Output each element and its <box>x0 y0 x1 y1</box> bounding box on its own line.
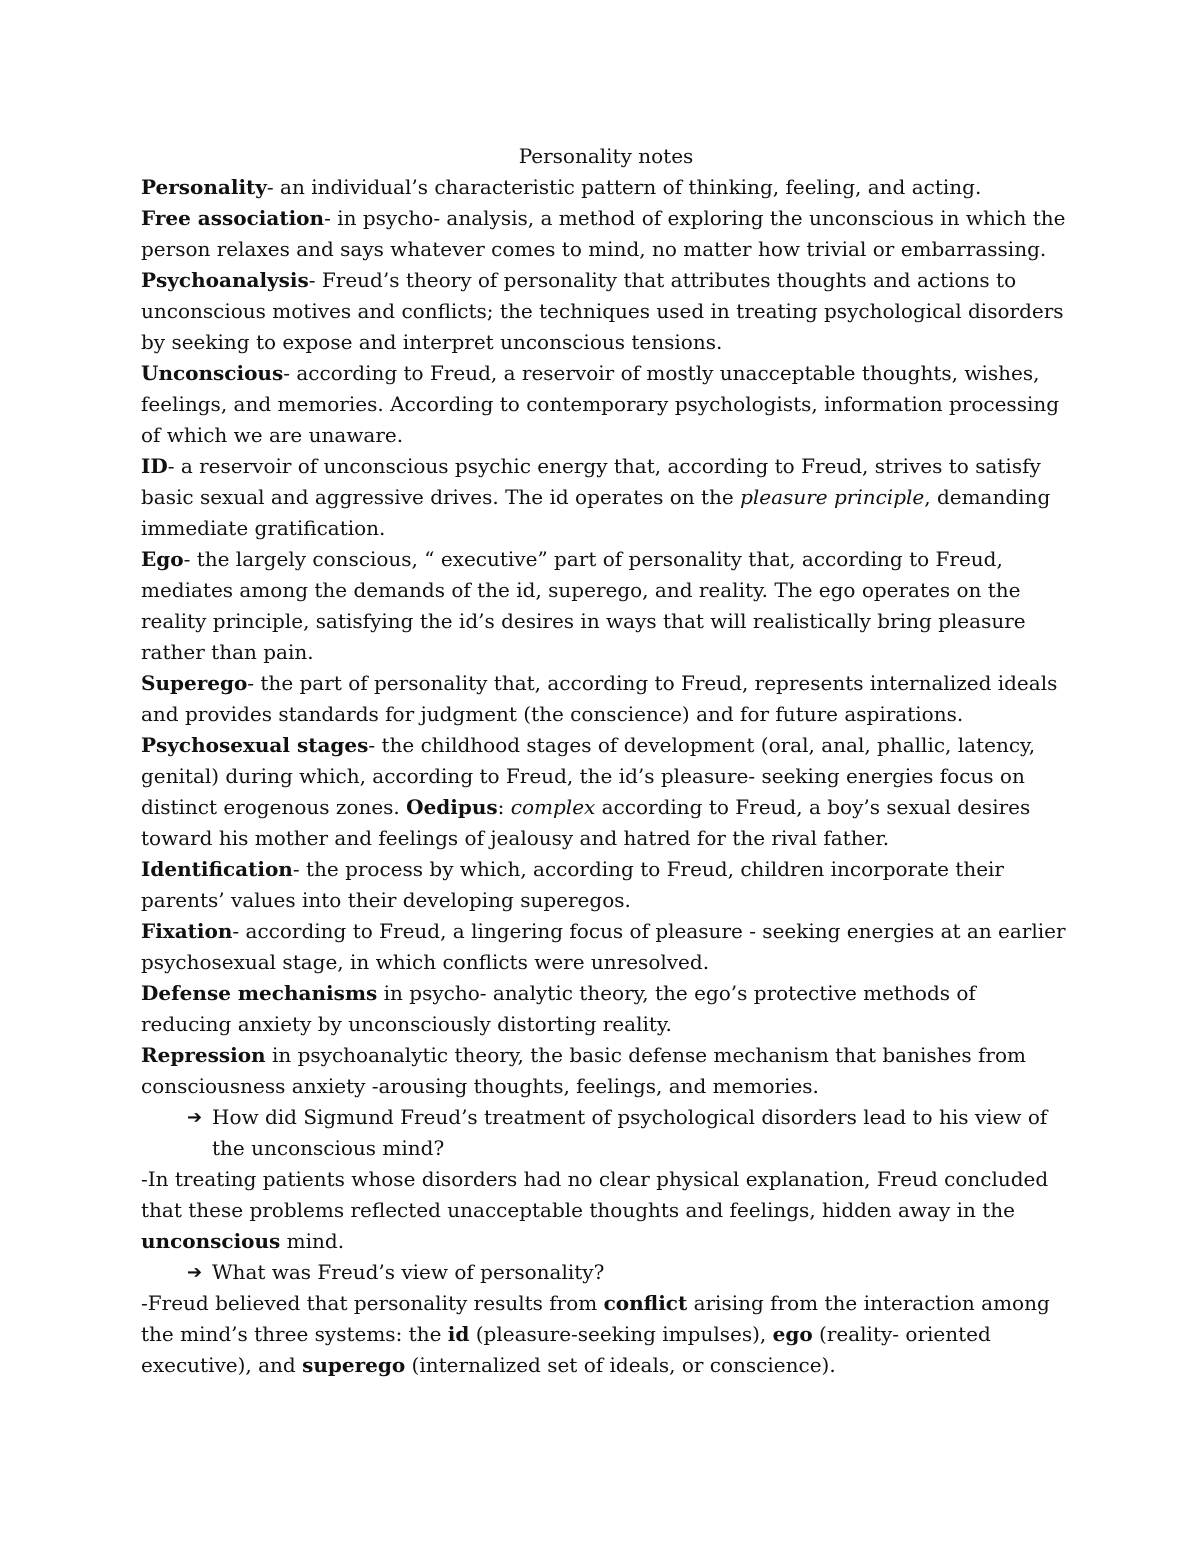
answer-2 <box>141 1288 1071 1381</box>
term: Personality <box>141 175 267 199</box>
question-text: What was Freud’s view of personality? <box>212 1260 605 1284</box>
definition-personality <box>141 172 1071 203</box>
definition-psychosexual-stages <box>141 730 1071 854</box>
definition-text-after: , demanding immediate gratification. <box>141 485 1051 540</box>
italic-phrase: pleasure principle <box>740 485 925 509</box>
answer-text: arising from the interaction among the mind’s three systems: the <box>141 1291 1050 1346</box>
arrow-right-icon: ➔ <box>187 1262 203 1283</box>
definition-text: in psychoanalytic theory, the basic defense mechanism that banishes from consciousness anxiety -arousing thoughts, feelings, and memories. <box>141 1043 1026 1098</box>
term-oedipus: Oedipus <box>406 795 498 819</box>
definition-text: - the childhood stages of development (oral, anal, phallic, latency, genital) during which, according to Freud, the id’s pleasure- seeking energies focus on distinct erogenous zones. <box>141 733 1036 819</box>
answer-text: (pleasure-seeking impulses), <box>469 1322 773 1346</box>
definition-text: in psycho- analytic theory, the ego’s protective methods of reducing anxiety by unconsciously distorting reality. <box>141 981 976 1036</box>
answer-bold-term: unconscious <box>141 1229 281 1253</box>
term: Free association <box>141 206 325 230</box>
term: Defense mechanisms <box>141 981 378 1005</box>
definition-id <box>141 451 1071 544</box>
arrow-right-icon: ➔ <box>187 1107 203 1128</box>
answer-bold-superego: superego <box>302 1353 406 1377</box>
colon: : <box>497 795 511 819</box>
answer-text: -In treating patients whose disorders had no clear physical explanation, Freud concluded that these problems reflected unacceptable thoughts and feelings, hidden away in the <box>141 1167 1049 1222</box>
definition-free-association <box>141 203 1071 265</box>
definition-text: - according to Freud, a lingering focus of pleasure - seeking energies at an earlier psychosexual stage, in which conflicts were unresolved. <box>141 919 1066 974</box>
answer-1 <box>141 1164 1071 1257</box>
term: Repression <box>141 1043 266 1067</box>
definition-text: - the process by which, according to Freud, children incorporate their parents’ values into their developing superegos. <box>141 857 1004 912</box>
definition-defense-mechanisms <box>141 978 1071 1040</box>
term: ID <box>141 454 168 478</box>
answer-text: -Freud believed that personality results from <box>141 1291 604 1315</box>
definition-repression <box>141 1040 1071 1102</box>
answer-bold-id: id <box>447 1322 470 1346</box>
definition-psychoanalysis <box>141 265 1071 358</box>
definition-ego <box>141 544 1071 668</box>
definition-fixation <box>141 916 1071 978</box>
answer-bold-ego: ego <box>772 1322 813 1346</box>
definition-superego <box>141 668 1071 730</box>
answer-text: (internalized set of ideals, or conscience). <box>405 1353 836 1377</box>
definition-text: - a reservoir of unconscious psychic energy that, according to Freud, strives to satisfy basic sexual and aggressive drives. The id operates on the <box>141 454 1041 509</box>
definition-text: - an individual’s characteristic pattern of thinking, feeling, and acting. <box>266 175 982 199</box>
italic-phrase: complex <box>510 795 596 819</box>
answer-text-after: mind. <box>280 1229 345 1253</box>
document-body <box>141 141 1071 1381</box>
document-title: Personality notes <box>518 144 694 168</box>
definition-unconscious <box>141 358 1071 451</box>
term: Psychoanalysis <box>141 268 309 292</box>
term: Ego <box>141 547 184 571</box>
definition-text: - in psycho- analysis, a method of exploring the unconscious in which the person relaxes and says whatever comes to mind, no matter how trivial or embarrassing. <box>141 206 1066 261</box>
term: Unconscious <box>141 361 284 385</box>
definition-text: - Freud’s theory of personality that attributes thoughts and actions to unconscious motives and conflicts; the techniques used in treating psychological disorders by seeking to expose and interpret unconscious tensions. <box>141 268 1064 354</box>
term: Identification <box>141 857 293 881</box>
term: Fixation <box>141 919 233 943</box>
term: Psychosexual stages <box>141 733 369 757</box>
answer-text: (reality- oriented executive), and <box>141 1322 991 1377</box>
question-text: How did Sigmund Freud’s treatment of psychological disorders lead to his view of the unconscious mind? <box>212 1105 1048 1160</box>
term: Superego <box>141 671 248 695</box>
definition-text-after: according to Freud, a boy’s sexual desires toward his mother and feelings of jealousy and hatred for the rival father. <box>141 795 1031 850</box>
question-1 <box>141 1102 1071 1164</box>
definition-identification <box>141 854 1071 916</box>
question-2 <box>141 1257 1071 1288</box>
definition-text: - according to Freud, a reservoir of mostly unacceptable thoughts, wishes, feelings, and memories. According to contemporary psychologists, information processing of which we are unaware. <box>141 361 1060 447</box>
answer-bold-conflict: conflict <box>603 1291 688 1315</box>
definition-text: - the part of personality that, according to Freud, represents internalized ideals and provides standards for judgment (the conscience) and for future aspirations. <box>141 671 1058 726</box>
definition-text: - the largely conscious, “ executive” part of personality that, according to Freud, mediates among the demands of the id, superego, and reality. The ego operates on the reality principle, satisfying the id’s desires in ways that will realistically bring pleasure rather than pain. <box>141 547 1026 664</box>
